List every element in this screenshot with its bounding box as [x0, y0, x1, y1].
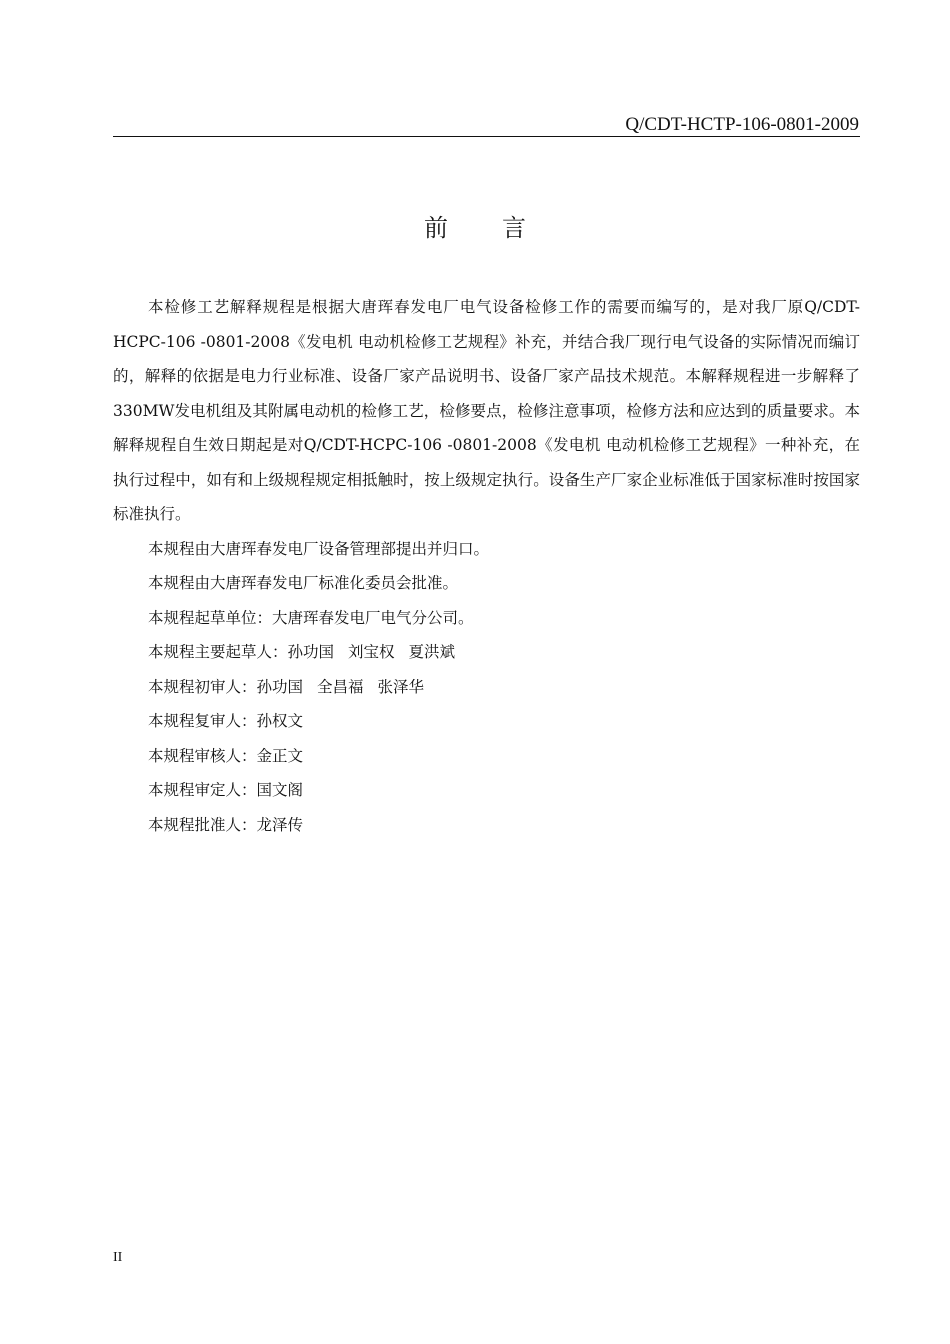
page-number: II — [113, 1250, 123, 1265]
main-drafter-name: 刘宝权 — [348, 643, 395, 661]
initial-reviewer-name: 张泽华 — [377, 677, 425, 696]
initial-reviewer-name: 全昌福 — [317, 677, 364, 696]
re-reviewer-line — [113, 704, 860, 739]
main-drafters-label: 本规程主要起草人： — [148, 643, 288, 661]
header-rule — [113, 136, 860, 137]
re-reviewer-name: 孙权文 — [256, 712, 304, 730]
main-drafter-name: 孙功国 — [287, 643, 335, 661]
finalizer-name: 国文阁 — [256, 781, 304, 799]
page-title: 前言 — [424, 214, 580, 242]
initial-reviewers-label: 本规程初审人： — [148, 677, 257, 696]
checker-line — [113, 739, 860, 774]
approver-name: 龙泽传 — [256, 815, 304, 834]
initial-reviewers-line — [113, 670, 860, 705]
approver-line — [113, 808, 860, 843]
approval-committee-line: 本规程由大唐珲春发电厂标准化委员会批准。 — [148, 574, 459, 592]
checker-name: 金正文 — [256, 746, 304, 765]
main-drafter-name: 夏洪斌 — [408, 643, 456, 661]
checker-label: 本规程审核人： — [148, 746, 257, 765]
main-paragraph: 本检修工艺解释规程是根据大唐珲春发电厂电气设备检修工作的需要而编写的，是对我厂原Q/CDT-HCPC-106 -0801-2008《发电机 电动机检修工艺规程》补充，并结合我厂现行电气设备的实际情况而编订的，解释的依据是电力行业标准、设备厂家产品说明书、设备厂家产品技术规范。本解释规程进一步解释了330MW发电机组及其附属电动机的检修工艺，检修要点，检修注意事项，检修方法和应达到的质量要求。本解释规程自生效日期起是对Q/CDT-HCPC-106 -0801-2008《发电机 电动机检修工艺规程》一种补充，在执行过程中，如有和上级规程规定相抵触时，按上级规定执行。设备生产厂家企业标准低于国家标准时按国家标准执行。 — [113, 298, 860, 523]
proposer-line: 本规程由大唐珲春发电厂设备管理部提出并归口。 — [148, 539, 490, 558]
preface-body — [113, 290, 860, 842]
finalizer-line — [113, 773, 860, 808]
finalizer-label: 本规程审定人： — [148, 781, 257, 799]
main-drafters-line — [113, 635, 860, 670]
initial-reviewer-name: 孙功国 — [256, 677, 304, 696]
document-code: Q/CDT-HCTP-106-0801-2009 — [625, 114, 859, 135]
re-reviewer-label: 本规程复审人： — [148, 712, 257, 730]
approver-label: 本规程批准人： — [148, 815, 257, 834]
drafting-unit-line: 本规程起草单位：大唐珲春发电厂电气分公司。 — [148, 608, 474, 627]
